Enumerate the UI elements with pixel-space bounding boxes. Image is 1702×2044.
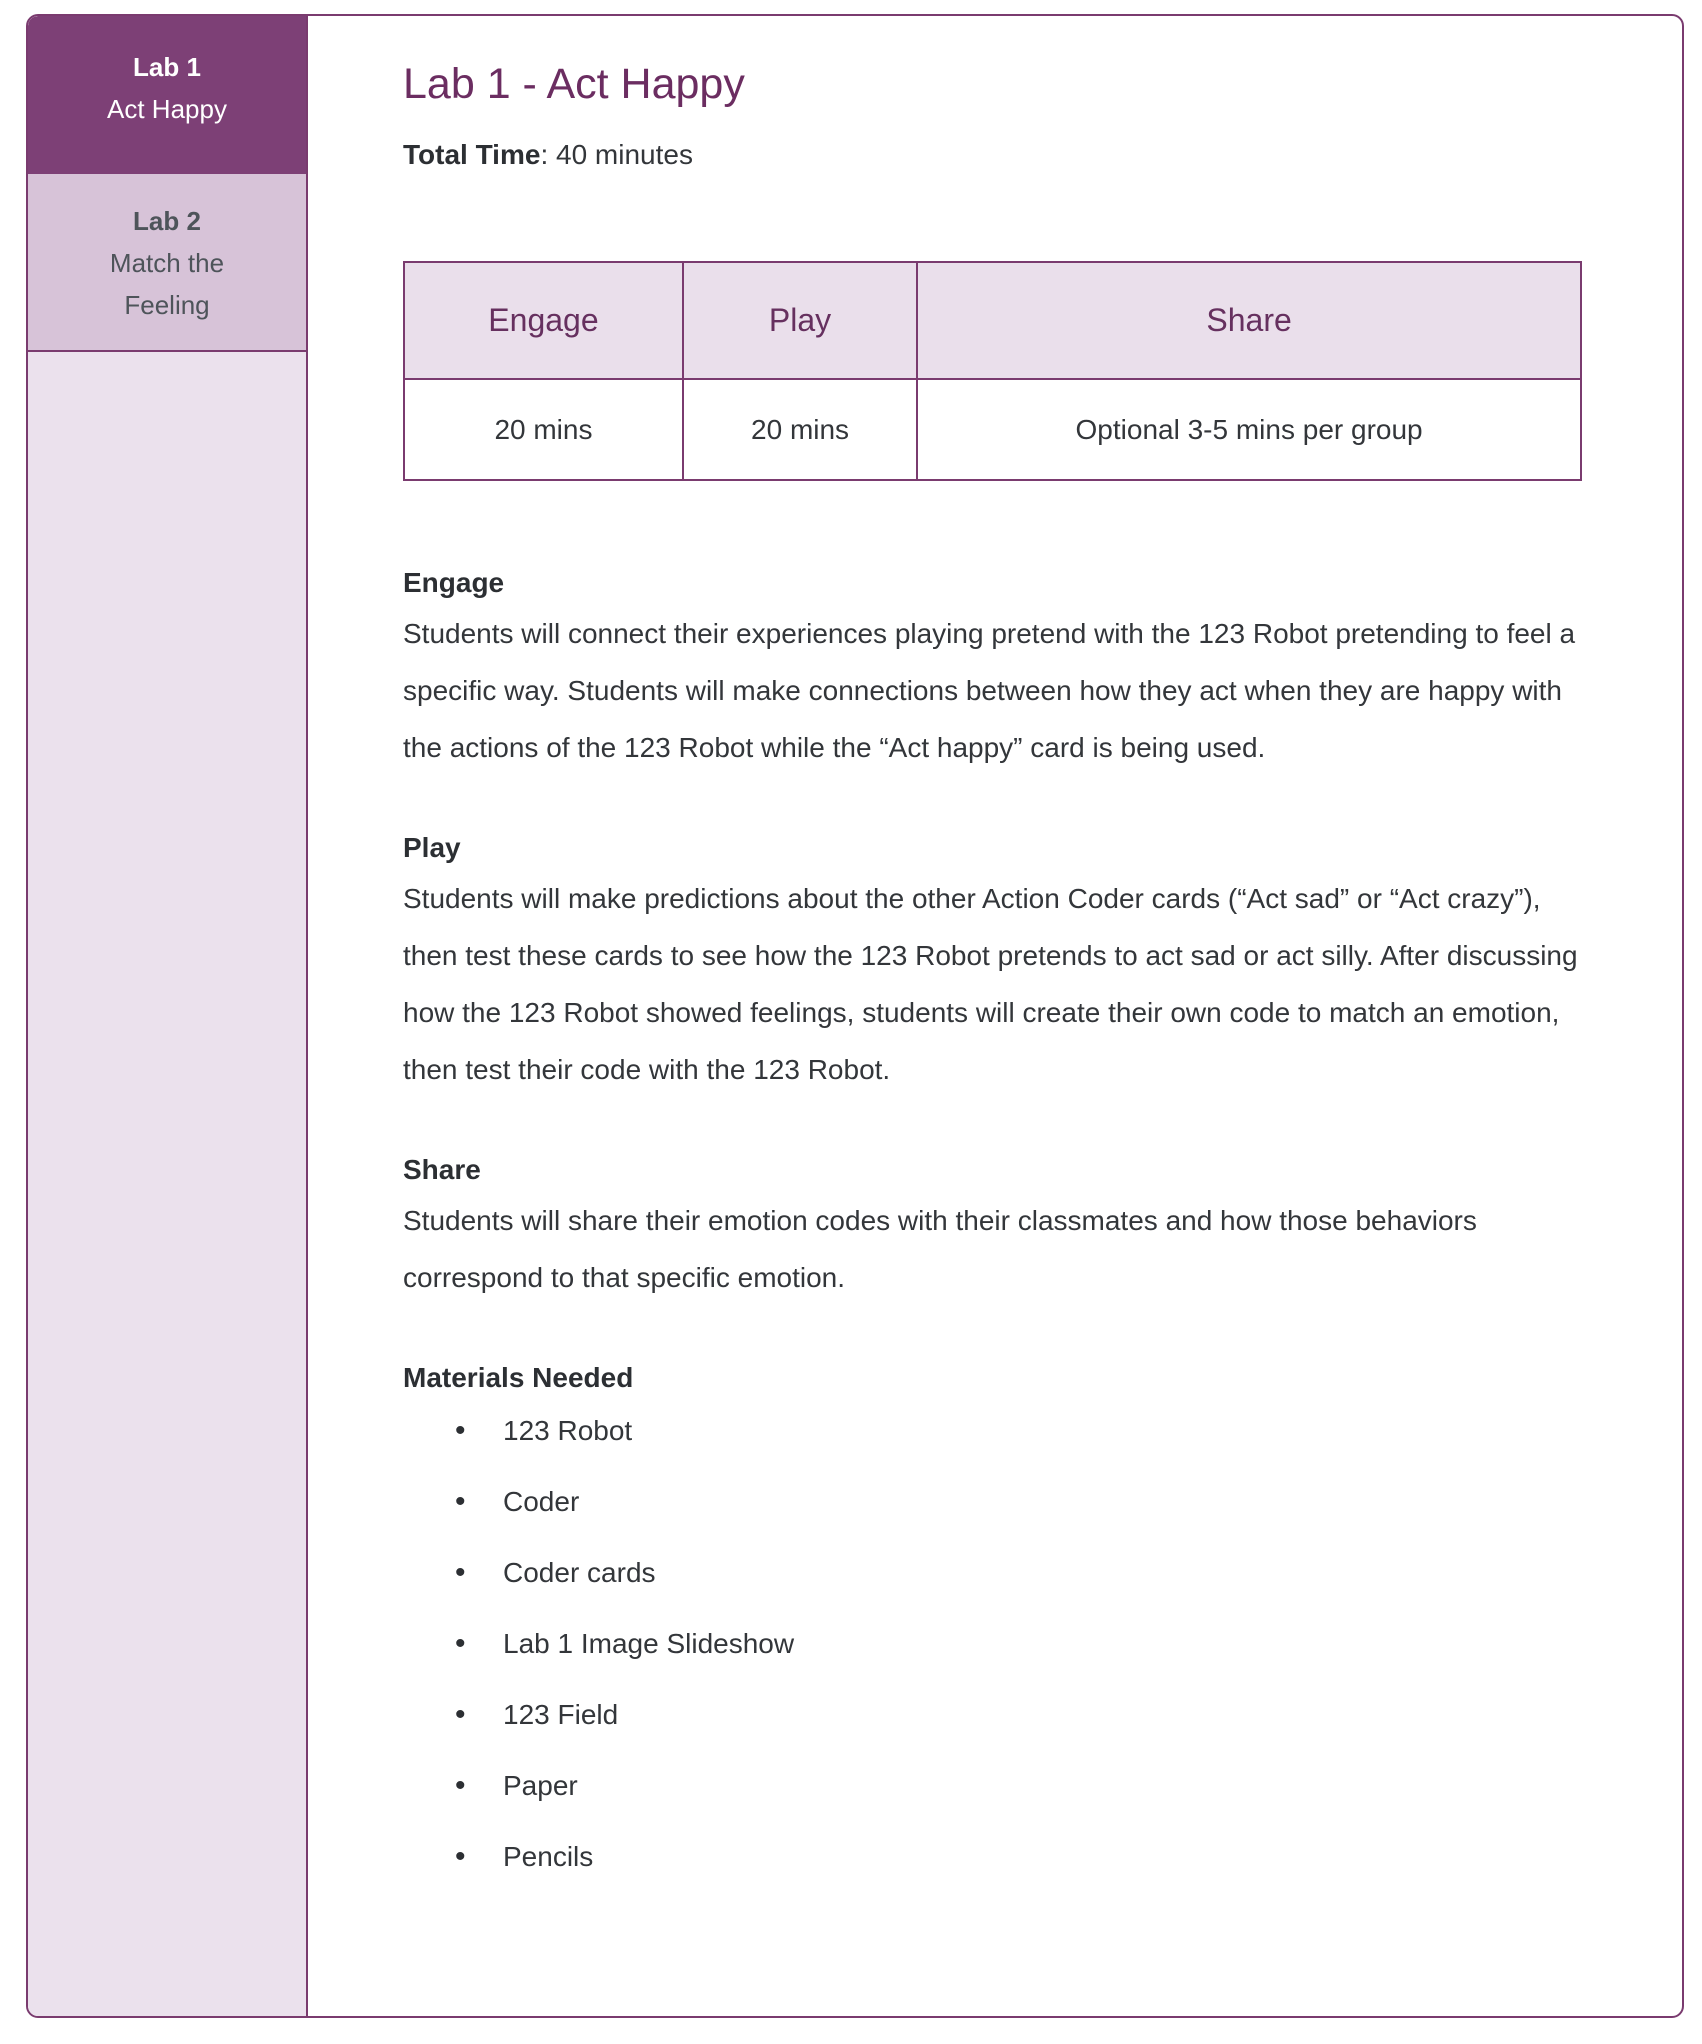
bullet-icon: • (455, 1840, 466, 1873)
schedule-value-row (404, 379, 1581, 480)
section-heading-share: Share (403, 1154, 481, 1185)
schedule-cell-engage: 20 mins (404, 379, 683, 480)
list-item (403, 1485, 1582, 1519)
tab-lab-1-label: Lab 1 (133, 52, 201, 82)
bullet-icon: • (455, 1556, 466, 1589)
tab-lab-2-sublabel: Match the Feeling (109, 248, 225, 320)
list-item (403, 1627, 1582, 1661)
schedule-header-row (404, 262, 1581, 379)
lab-tabs-sidebar (28, 16, 308, 2016)
materials-list (403, 1414, 1582, 1874)
section-body-share: Students will share their emotion codes with their classmates and how those behaviors correspond to that specific emotion. (403, 1205, 1477, 1293)
tab-lab-1[interactable] (28, 16, 306, 174)
schedule-cell-share: Optional 3-5 mins per group (917, 379, 1581, 480)
bullet-icon: • (455, 1627, 466, 1660)
schedule-cell-play: 20 mins (683, 379, 917, 480)
lesson-content (308, 16, 1682, 2016)
section-body-engage: Students will connect their experiences playing pretend with the 123 Robot pretending to feel a specific way. Students will make connections between how they act when they are happy with the actions of the 123 Robot while the “Act happy” card is being used. (403, 618, 1576, 763)
list-item-text: Pencils (503, 1841, 594, 1872)
tab-lab-2[interactable] (28, 174, 306, 352)
bullet-icon: • (455, 1414, 466, 1447)
lesson-panel (26, 14, 1684, 2018)
bullet-icon: • (455, 1698, 466, 1731)
tab-lab-1-sublabel: Act Happy (107, 94, 227, 124)
schedule-header-share: Share (917, 262, 1581, 379)
schedule-header-play: Play (683, 262, 917, 379)
list-item-text: 123 Robot (503, 1415, 633, 1446)
section-body-play: Students will make predictions about the other Action Coder cards (“Act sad” or “Act crazy”), then test these cards to see how the 123 Robot pretends to act sad or act silly. After discussing how the 123 Robot showed feelings, students will create their own code to match an emotion, then test their code with the 123 Robot. (403, 883, 1578, 1085)
list-item (403, 1556, 1582, 1590)
list-item-text: Coder cards (503, 1557, 656, 1588)
section-heading-engage: Engage (403, 567, 505, 598)
materials-heading: Materials Needed (403, 1362, 634, 1393)
section-heading-play: Play (403, 832, 461, 863)
tab-lab-2-label: Lab 2 (133, 206, 201, 236)
list-item (403, 1698, 1582, 1732)
list-item-text: Paper (503, 1770, 578, 1801)
list-item-text: Coder (503, 1486, 580, 1517)
bullet-icon: • (455, 1769, 466, 1802)
total-time (403, 139, 1582, 171)
list-item-text: Lab 1 Image Slideshow (503, 1628, 795, 1659)
schedule-table (403, 261, 1582, 481)
list-item (403, 1840, 1582, 1874)
list-item-text: 123 Field (503, 1699, 619, 1730)
bullet-icon: • (455, 1485, 466, 1518)
total-time-value: : 40 minutes (540, 139, 693, 170)
schedule-header-engage: Engage (404, 262, 683, 379)
page-title: Lab 1 - Act Happy (403, 60, 745, 108)
list-item (403, 1769, 1582, 1803)
list-item (403, 1414, 1582, 1448)
total-time-label: Total Time (403, 139, 541, 170)
